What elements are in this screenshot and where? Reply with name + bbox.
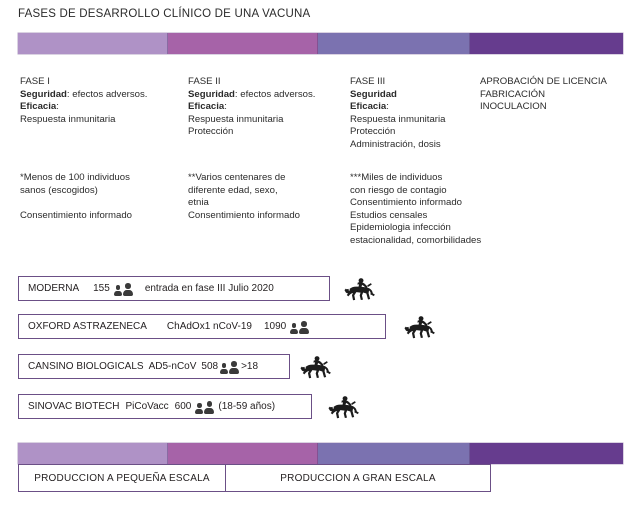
phase2-population-block — [188, 172, 358, 222]
phase3-line-1-bold: Seguridad — [350, 88, 397, 100]
phase4-line-1: FABRICACIÓN — [480, 88, 546, 100]
people-icon — [220, 361, 239, 374]
phase1-line-1-bold: Seguridad — [20, 88, 67, 100]
phase3-pop-line-2: con riesgo de contagio — [350, 184, 447, 196]
phase1-line-2 — [20, 101, 190, 114]
candidate-box-oxford-astrazeneca[interactable] — [18, 314, 386, 339]
phase-bar-segment-1 — [18, 33, 168, 54]
candidate-row — [18, 354, 334, 379]
horse-rider-icon — [328, 394, 362, 420]
phase3-pop-line-1: ***Miles de individuos — [350, 172, 443, 183]
candidate-product: ChAdOx1 nCoV-19 — [166, 321, 252, 332]
phase3-title: FASE III — [350, 76, 386, 87]
people-icon — [114, 283, 133, 296]
phase2-line-2 — [188, 101, 358, 114]
production-bar-segment-3 — [318, 443, 470, 464]
phase2-pop-line-4: Consentimiento informado — [188, 209, 300, 221]
people-icon — [290, 321, 309, 334]
phase2-title: FASE II — [188, 76, 221, 87]
phase3-pop-line-6: estacionalidad, comorbilidades — [350, 234, 482, 246]
candidate-note: entrada en fase III Julio 2020 — [144, 283, 274, 294]
candidate-box-moderna[interactable] — [18, 276, 330, 301]
candidate-box-cansino-biologicals[interactable] — [18, 354, 290, 379]
phase3-line-5: Administración, dosis — [350, 138, 441, 150]
phase1-line-3: Respuesta inmunitaria — [20, 113, 116, 125]
phase1-population-block — [20, 172, 190, 222]
phase-bar-segment-3 — [318, 33, 470, 54]
phase2-pop-line-3: etnia — [188, 197, 209, 209]
phase2-line-3: Respuesta inmunitaria — [188, 113, 284, 125]
phase2-pop-line-1: **Varios centenares de — [188, 172, 286, 183]
production-bar-segment-4 — [470, 443, 623, 464]
candidate-product: PiCoVacc — [125, 401, 169, 412]
phase3-line-2-rest: : — [386, 101, 389, 113]
candidate-product: AD5-nCoV — [148, 361, 197, 372]
phase3-pop-line-5: Epidemiologia infección — [350, 222, 451, 234]
phase1-title: FASE I — [20, 76, 50, 87]
phase-bar-segment-4 — [470, 33, 623, 54]
people-icon — [195, 401, 214, 414]
phase1-line-2-rest: : — [56, 101, 59, 113]
phase2-line-4: Protección — [188, 126, 234, 138]
phase4-title: APROBACIÓN DE LICENCIA — [480, 76, 607, 87]
phase2-line-1-rest: : efectos adversos. — [234, 88, 316, 100]
phase3-line-3: Respuesta inmunitaria — [350, 113, 446, 125]
production-small-scale-box[interactable]: PRODUCCION A PEQUEÑA ESCALA — [18, 464, 226, 492]
horse-rider-icon — [300, 354, 334, 380]
production-bar-segment-2 — [168, 443, 318, 464]
candidate-name: SINOVAC BIOTECH — [28, 401, 120, 412]
horse-rider-icon — [344, 276, 378, 302]
production-boxes — [18, 464, 491, 492]
phase3-pop-line-3: Consentimiento informado — [350, 197, 462, 209]
phase1-pop-line-1: *Menos de 100 individuos — [20, 172, 130, 183]
candidate-note: >18 — [241, 361, 259, 372]
phase3-line-2-bold: Eficacia — [350, 101, 387, 113]
phase4-heading-block — [480, 76, 640, 114]
production-color-bar — [18, 443, 623, 464]
phase1-pop-line-3: Consentimiento informado — [20, 209, 132, 221]
phase4-line-2: INOCULACION — [480, 101, 547, 113]
candidate-count: 1090 — [263, 321, 287, 332]
candidate-name: CANSINO BIOLOGICALS — [28, 361, 144, 372]
production-bar-segment-1 — [18, 443, 168, 464]
phase2-line-1-bold: Seguridad — [188, 88, 235, 100]
phase1-pop-line-2: sanos (escogidos) — [20, 184, 98, 196]
phase3-population-block — [350, 172, 540, 248]
production-large-scale-box[interactable]: PRODUCCION A GRAN ESCALA — [226, 464, 491, 492]
candidate-row — [18, 314, 438, 339]
phase1-line-2-bold: Eficacia — [20, 101, 57, 113]
phase2-line-1 — [188, 89, 358, 102]
candidate-row — [18, 276, 378, 301]
horse-rider-icon — [404, 314, 438, 340]
candidate-box-sinovac-biotech[interactable] — [18, 394, 312, 419]
phase-color-bar — [18, 33, 623, 54]
phase2-line-2-bold: Eficacia — [188, 101, 225, 113]
candidate-count: 155 — [93, 283, 110, 294]
phase1-pop-spacer — [20, 197, 190, 210]
candidate-note: (18-59 años) — [218, 401, 276, 412]
phase2-line-2-rest: : — [224, 101, 227, 113]
candidate-count: 600 — [174, 401, 192, 412]
phase1-line-1 — [20, 89, 190, 102]
phase1-heading-block — [20, 76, 190, 126]
candidate-count: 508 — [201, 361, 219, 372]
phase2-heading-block — [188, 76, 358, 139]
phase3-pop-line-4: Estudios censales — [350, 209, 428, 221]
candidate-row — [18, 394, 362, 419]
phase2-pop-line-2: diferente edad, sexo, — [188, 184, 278, 196]
phase-bar-segment-2 — [168, 33, 318, 54]
phase3-line-4: Protección — [350, 126, 396, 138]
page-title: FASES DE DESARROLLO CLÍNICO DE UNA VACUNA — [18, 8, 311, 20]
candidate-name: MODERNA — [28, 283, 80, 294]
phase1-line-1-rest: : efectos adversos. — [66, 88, 148, 100]
candidate-name: OXFORD ASTRAZENECA — [28, 321, 147, 332]
